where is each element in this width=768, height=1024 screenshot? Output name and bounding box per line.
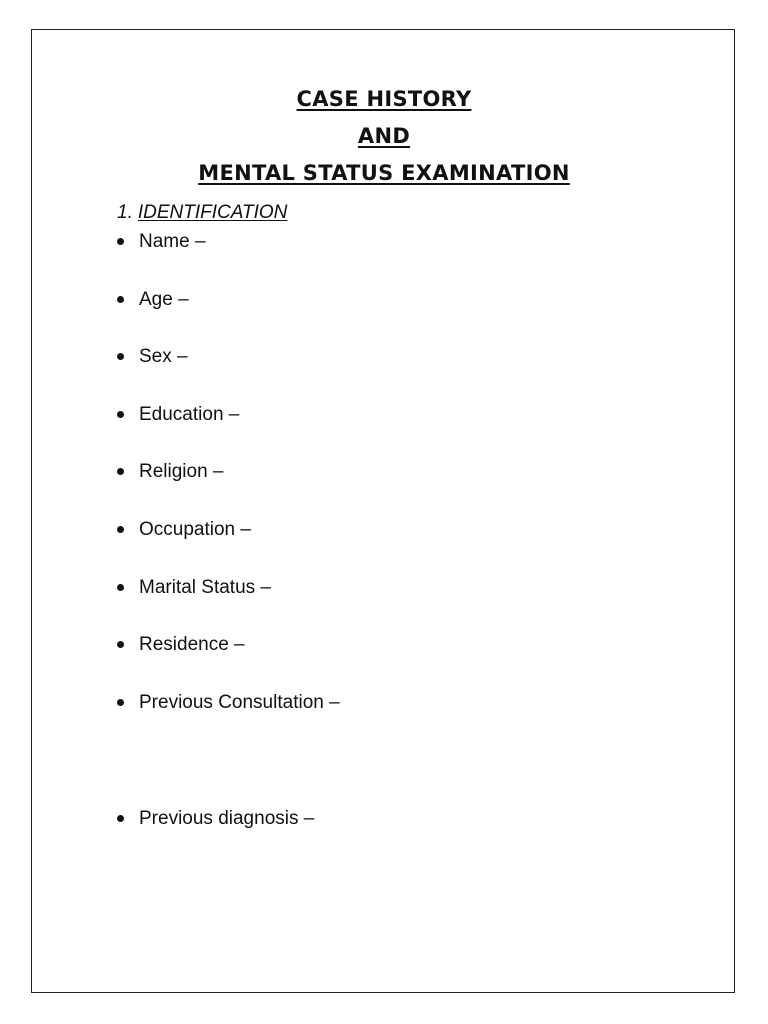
- field-label: Previous diagnosis –: [139, 808, 315, 829]
- field-label: Occupation –: [139, 519, 251, 540]
- field-label: Name –: [139, 231, 206, 252]
- section-heading-label: IDENTIFICATION: [137, 202, 288, 223]
- field-label: Marital Status –: [139, 577, 271, 598]
- document-title-line-2: AND: [357, 124, 411, 148]
- field-label: Sex –: [139, 346, 188, 367]
- bullet-icon: [117, 296, 124, 303]
- bullet-icon: [117, 468, 124, 475]
- section-heading-identification: [117, 200, 287, 226]
- bullet-icon: [117, 815, 124, 822]
- field-label: Education –: [139, 404, 240, 425]
- document-title-line-3: MENTAL STATUS EXAMINATION: [198, 161, 570, 185]
- field-label: Religion –: [139, 461, 224, 482]
- field-label: Residence –: [139, 634, 245, 655]
- field-label: Age –: [139, 289, 189, 310]
- bullet-icon: [117, 353, 124, 360]
- document-title-line-1: CASE HISTORY: [296, 87, 472, 111]
- bullet-icon: [117, 584, 124, 591]
- bullet-icon: [117, 699, 124, 706]
- bullet-icon: [117, 411, 124, 418]
- section-number: 1.: [117, 202, 133, 223]
- bullet-icon: [117, 641, 124, 648]
- field-label: Previous Consultation –: [139, 692, 340, 713]
- bullet-icon: [117, 526, 124, 533]
- bullet-icon: [117, 238, 124, 245]
